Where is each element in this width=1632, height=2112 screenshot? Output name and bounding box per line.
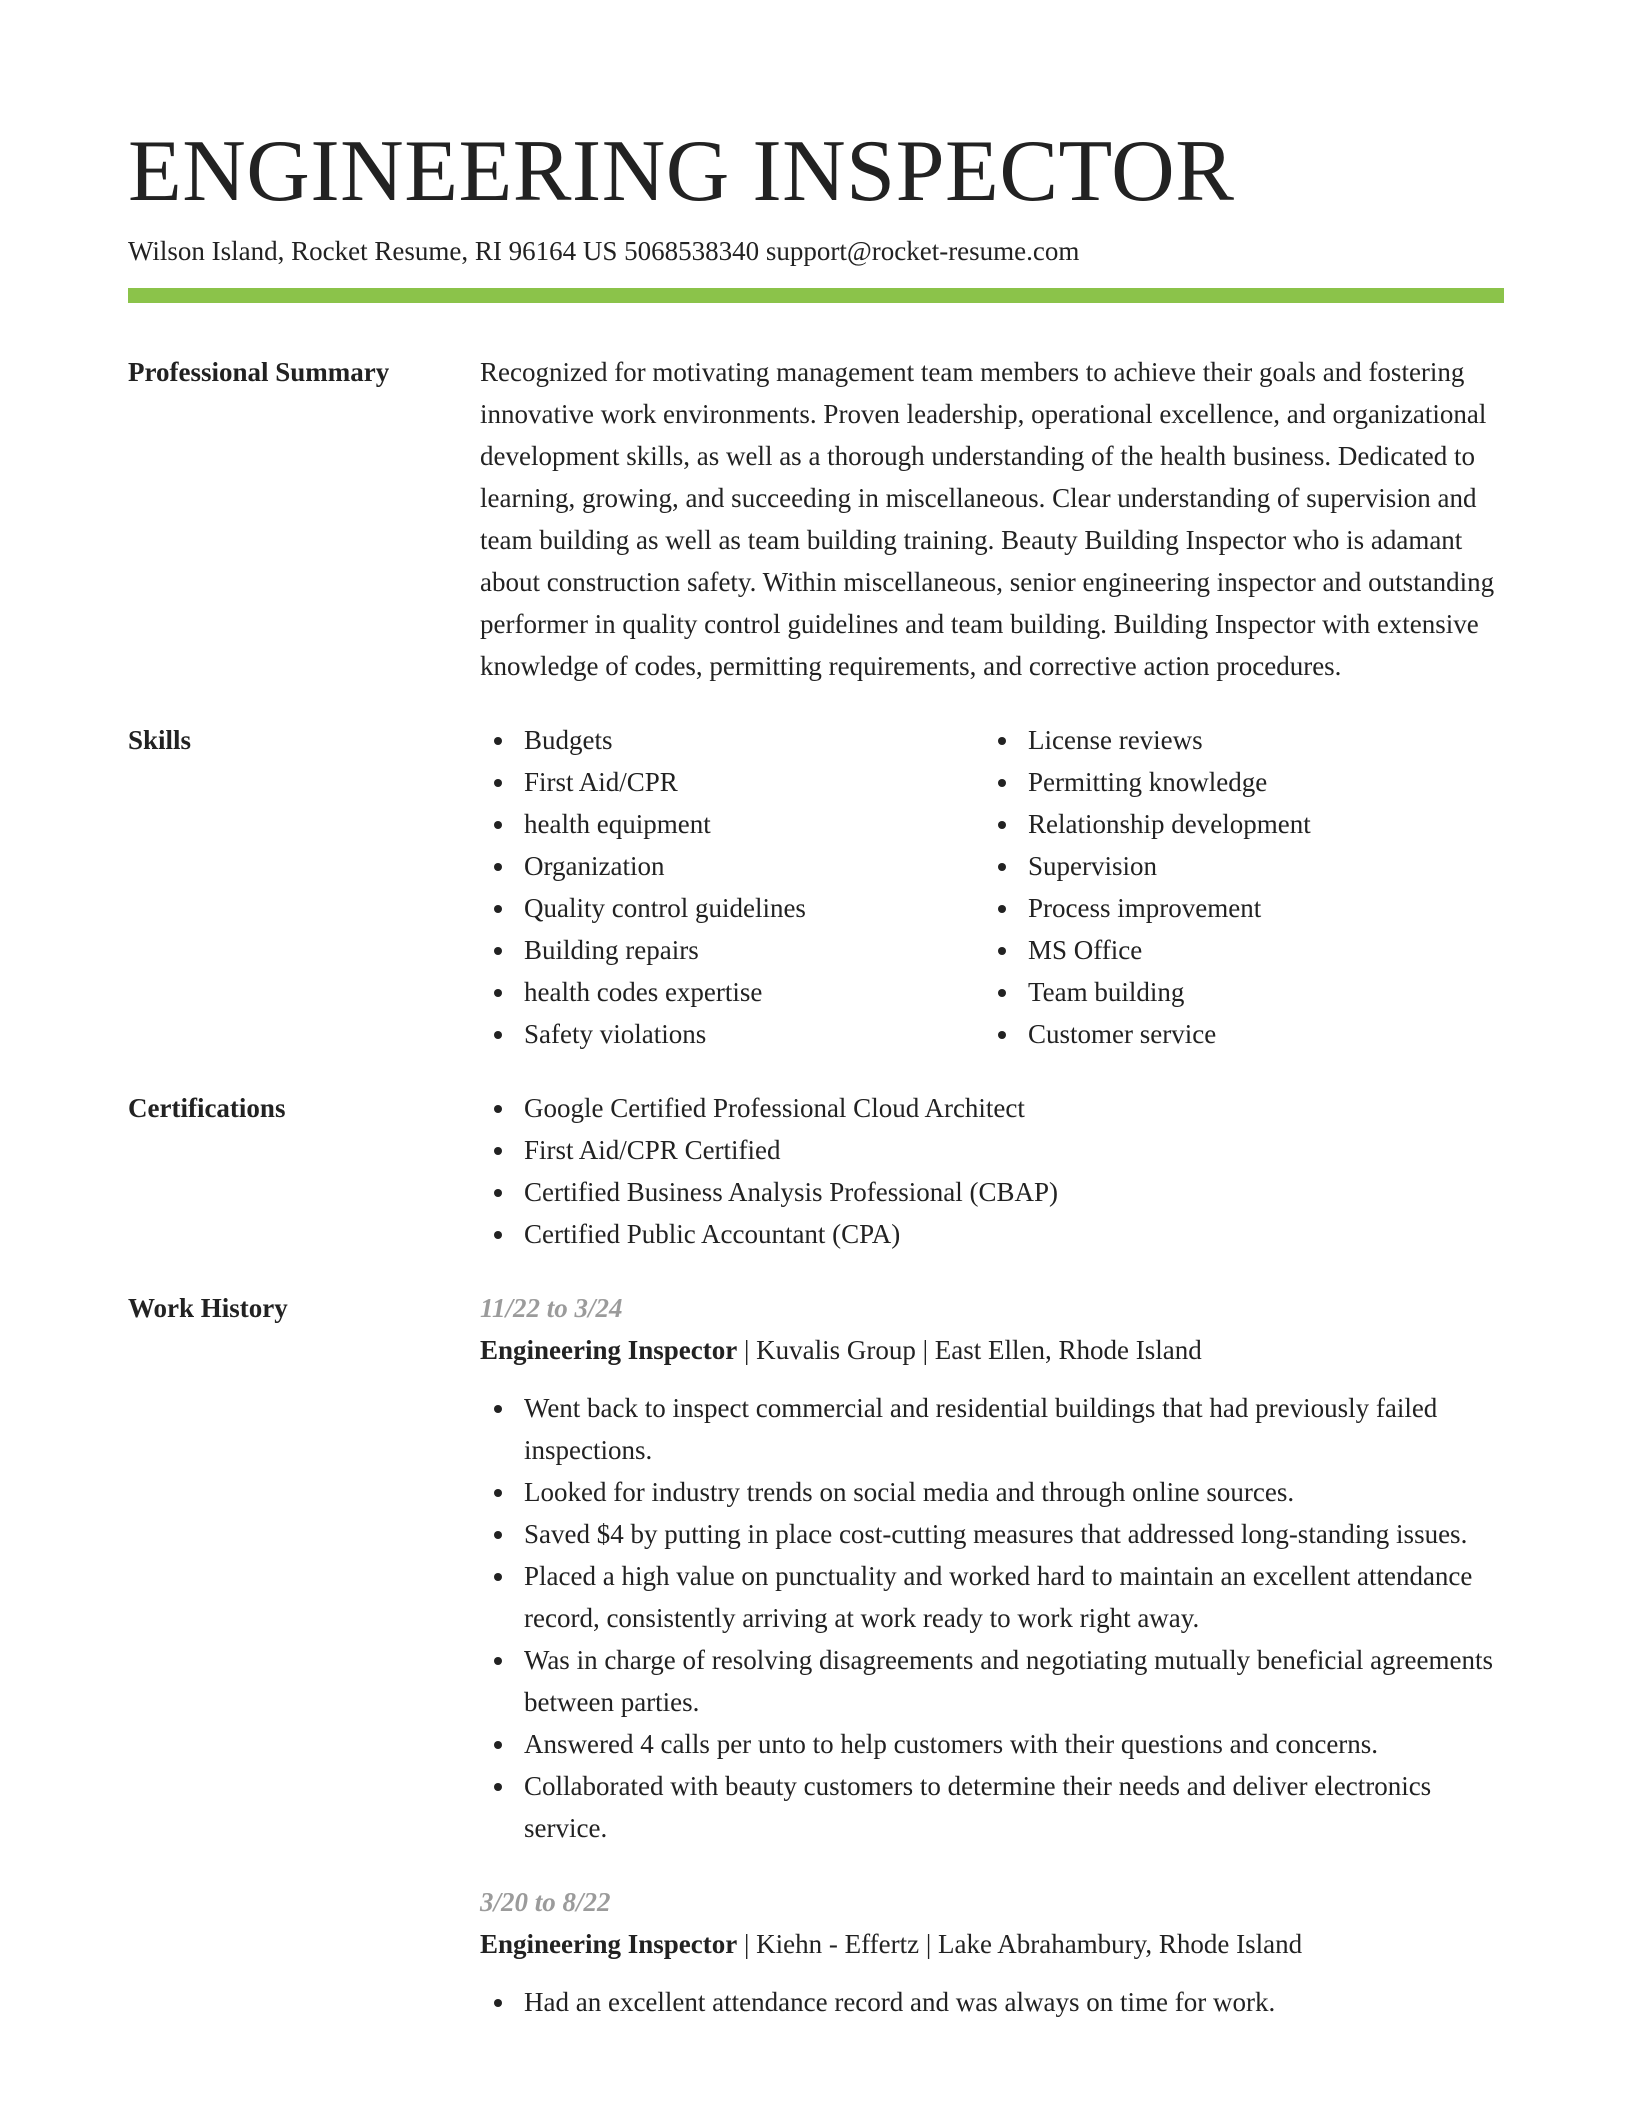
certification-item: Google Certified Professional Cloud Architect: [480, 1087, 1504, 1129]
job-title: Engineering Inspector: [480, 1335, 738, 1365]
certifications-list: [480, 1087, 1504, 1255]
job-employer-location: | Kiehn - Effertz | Lake Abrahambury, Rhode Island: [737, 1929, 1303, 1959]
certifications-section: [128, 1087, 1504, 1255]
skill-item: License reviews: [984, 719, 1488, 761]
accent-divider: [128, 288, 1504, 303]
skills-label: Skills: [128, 725, 192, 755]
job-bullet: Placed a high value on punctuality and worked hard to maintain an excellent attendance record, consistently arriving at work ready to work right away.: [480, 1555, 1504, 1639]
certification-item: First Aid/CPR Certified: [480, 1129, 1504, 1171]
skill-item: First Aid/CPR: [480, 761, 984, 803]
skill-item: Budgets: [480, 719, 984, 761]
job-bullets: [480, 1981, 1504, 2023]
job-bullet: Was in charge of resolving disagreements and negotiating mutually beneficial agreements between parties.: [480, 1639, 1504, 1723]
resume-page: [128, 122, 1504, 2023]
job-bullet: Collaborated with beauty customers to determine their needs and deliver electronics service.: [480, 1765, 1504, 1849]
skills-list-right: [984, 719, 1488, 1055]
certifications-label: Certifications: [128, 1093, 286, 1123]
job-bullet: Answered 4 calls per unto to help customers with their questions and concerns.: [480, 1723, 1504, 1765]
skill-item: Building repairs: [480, 929, 984, 971]
job-bullet: Went back to inspect commercial and residential buildings that had previously failed inspections.: [480, 1387, 1504, 1471]
skill-item: Relationship development: [984, 803, 1488, 845]
skill-item: Safety violations: [480, 1013, 984, 1055]
skill-item: Organization: [480, 845, 984, 887]
skill-item: MS Office: [984, 929, 1488, 971]
work-history-label: Work History: [128, 1293, 288, 1323]
job-title-line: [480, 1329, 1504, 1371]
contact-line: Wilson Island, Rocket Resume, RI 96164 US 5068538340 support@rocket-resume.com: [128, 236, 1080, 266]
job-title-line: [480, 1923, 1504, 1965]
skills-section: [128, 719, 1504, 1055]
job-entry: [480, 1287, 1504, 1849]
job-bullets: [480, 1387, 1504, 1849]
skill-item: Process improvement: [984, 887, 1488, 929]
skill-item: health equipment: [480, 803, 984, 845]
skills-list-left: [480, 719, 984, 1055]
job-bullet: Saved $4 by putting in place cost-cutting measures that addressed long-standing issues.: [480, 1513, 1504, 1555]
job-title: Engineering Inspector: [480, 1929, 738, 1959]
skill-item: Team building: [984, 971, 1488, 1013]
job-dates: 3/20 to 8/22: [480, 1887, 611, 1917]
summary-section: [128, 351, 1504, 687]
skill-item: Supervision: [984, 845, 1488, 887]
job-bullet: Had an excellent attendance record and was always on time for work.: [480, 1981, 1504, 2023]
skill-item: health codes expertise: [480, 971, 984, 1013]
certification-item: Certified Business Analysis Professional (CBAP): [480, 1171, 1504, 1213]
work-history-section: [128, 1287, 1504, 2023]
job-employer-location: | Kuvalis Group | East Ellen, Rhode Island: [737, 1335, 1202, 1365]
summary-text: Recognized for motivating management team members to achieve their goals and fostering innovative work environments. Proven leadership, operational excellence, and organizational development skills, as well as a thorough understanding of the health business. Dedicated to learning, growing, and succeeding in miscellaneous. Clear understanding of supervision and team building as well as team building training. Beauty Building Inspector who is adamant about construction safety. Within miscellaneous, senior engineering inspector and outstanding performer in quality control guidelines and team building. Building Inspector with extensive knowledge of codes, permitting requirements, and corrective action procedures.: [480, 357, 1495, 681]
skill-item: Permitting knowledge: [984, 761, 1488, 803]
resume-name: ENGINEERING INSPECTOR: [128, 123, 1235, 220]
job-dates: 11/22 to 3/24: [480, 1293, 623, 1323]
summary-label: Professional Summary: [128, 357, 390, 387]
skill-item: Customer service: [984, 1013, 1488, 1055]
job-entry: [480, 1881, 1504, 2023]
certification-item: Certified Public Accountant (CPA): [480, 1213, 1504, 1255]
skill-item: Quality control guidelines: [480, 887, 984, 929]
job-bullet: Looked for industry trends on social media and through online sources.: [480, 1471, 1504, 1513]
